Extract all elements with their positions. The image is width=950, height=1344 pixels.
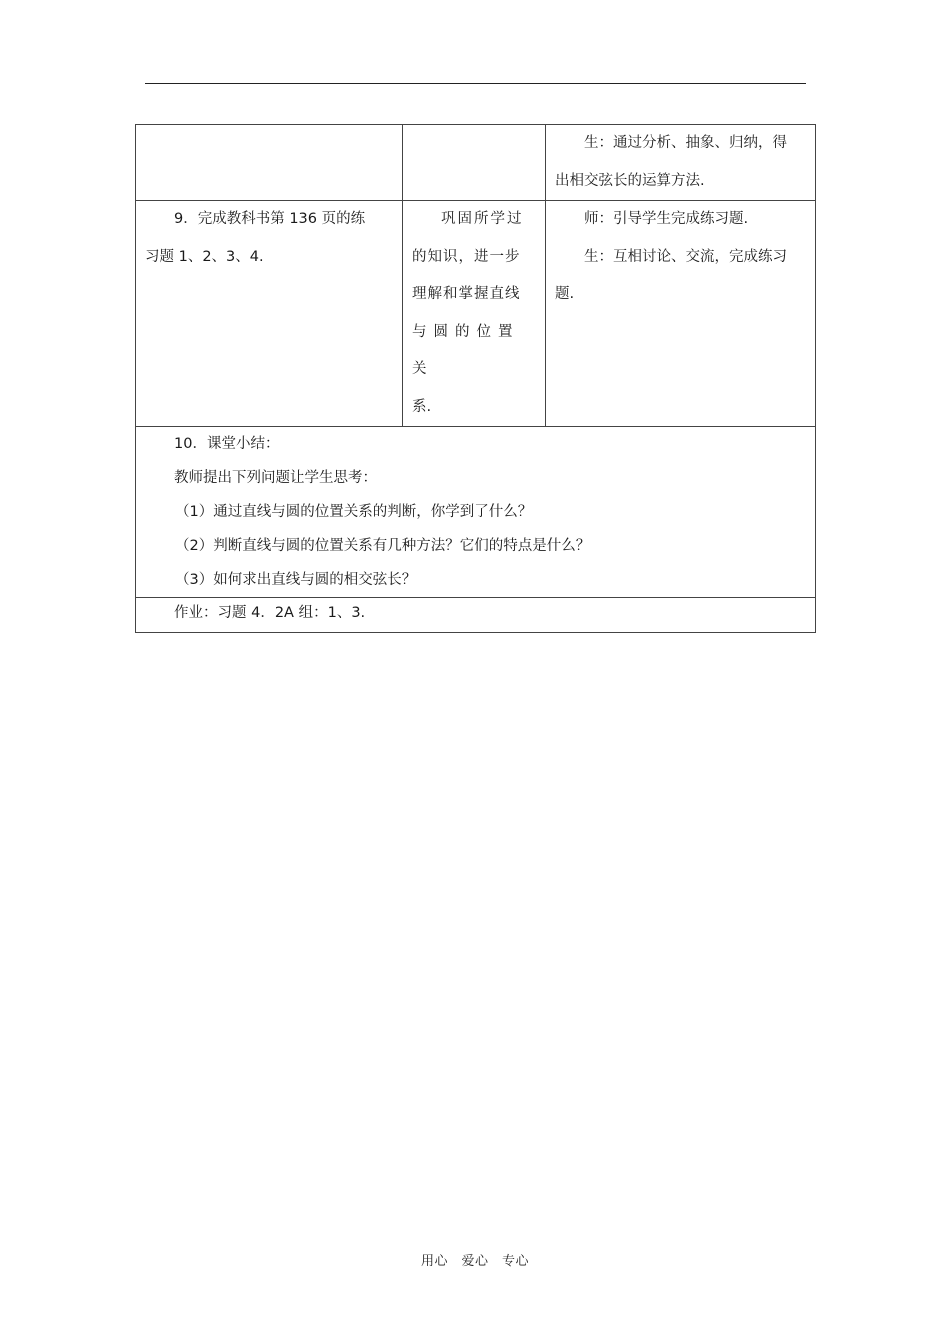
cell-text: 与圆的位置关 bbox=[412, 323, 520, 377]
cell-text: 生：通过分析、抽象、归纳，得 bbox=[584, 135, 787, 151]
table-row bbox=[136, 598, 816, 633]
homework-cell bbox=[136, 598, 816, 633]
cell-text: 习题 1、2、3、4. bbox=[145, 248, 264, 265]
cell-text: 题. bbox=[555, 286, 575, 302]
table-cell bbox=[546, 125, 816, 201]
table-cell bbox=[136, 201, 403, 427]
table-row bbox=[136, 427, 816, 598]
cell-text: 理解和掌握直线 bbox=[412, 286, 521, 302]
table-row bbox=[136, 125, 816, 201]
summary-cell bbox=[136, 427, 816, 598]
page-footer: 用心 爱心 专心 bbox=[420, 1254, 529, 1269]
cell-text: 巩固所学过 bbox=[441, 211, 524, 227]
summary-question: （2）判断直线与圆的位置关系有几种方法？它们的特点是什么？ bbox=[175, 538, 591, 554]
homework-text: 作业：习题 4．2A 组：1、3. bbox=[174, 605, 366, 621]
cell-text: 9．完成教科书第 136 页的练 bbox=[174, 211, 366, 227]
table-cell bbox=[136, 125, 403, 201]
table-cell bbox=[546, 201, 816, 427]
cell-text: 的知识，进一步 bbox=[412, 248, 521, 265]
cell-text: 师：引导学生完成练习题. bbox=[584, 211, 749, 227]
summary-intro: 教师提出下列问题让学生思考： bbox=[174, 470, 377, 486]
summary-title: 10．课堂小结： bbox=[174, 436, 280, 452]
cell-text: 生：互相讨论、交流，完成练习 bbox=[584, 248, 787, 265]
table-row bbox=[136, 201, 816, 427]
cell-text: 系. bbox=[412, 398, 432, 415]
cell-text: 出相交弦长的运算方法. bbox=[555, 172, 705, 189]
table-cell bbox=[403, 201, 546, 427]
lesson-table bbox=[135, 124, 816, 633]
summary-question: （3）如何求出直线与圆的相交弦长？ bbox=[175, 572, 417, 588]
table-cell bbox=[403, 125, 546, 201]
summary-question: （1）通过直线与圆的位置关系的判断，你学到了什么？ bbox=[175, 504, 533, 520]
header-rule bbox=[145, 83, 806, 84]
